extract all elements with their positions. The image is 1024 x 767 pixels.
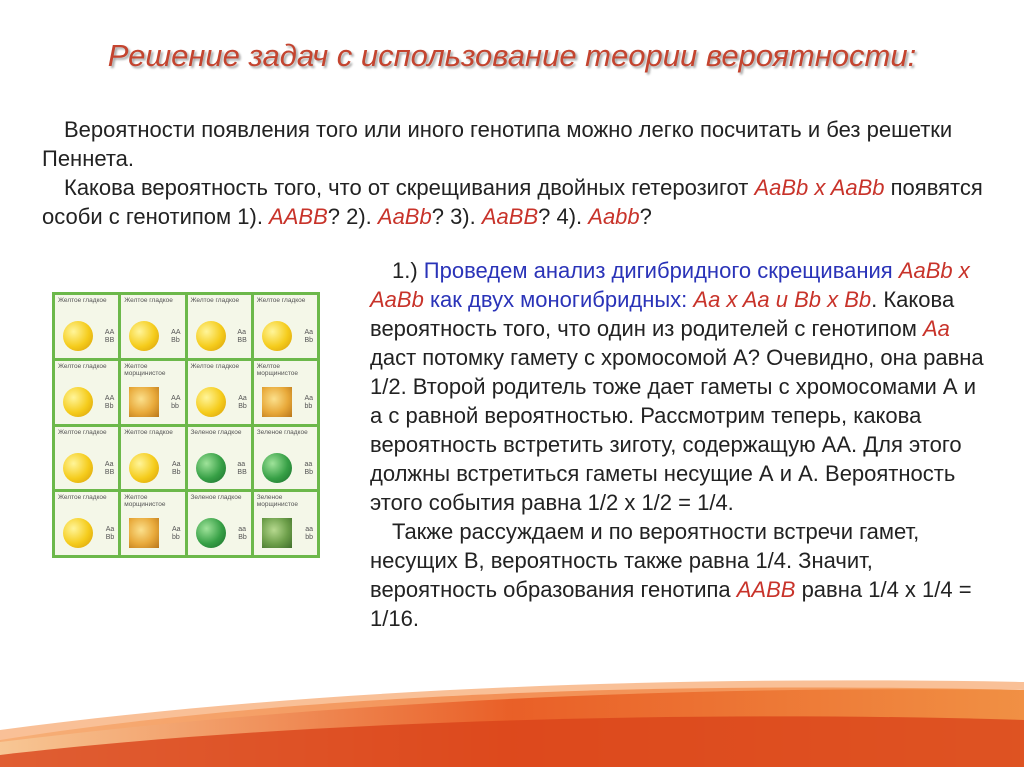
punnett-cell bbox=[254, 492, 317, 555]
intro-p2c: ? 2). bbox=[327, 204, 378, 229]
cell-phenotype-label: Желтое гладкое bbox=[58, 494, 107, 502]
cell-phenotype-label: Желтое морщинистое bbox=[124, 362, 166, 377]
intro-p2e: ? 4). bbox=[538, 204, 589, 229]
cell-phenotype-label: Желтое гладкое bbox=[256, 297, 306, 304]
cell-phenotype-label: Желтое гладкое bbox=[58, 428, 107, 436]
pea-icon bbox=[129, 387, 159, 417]
punnett-square bbox=[52, 292, 320, 558]
pea-icon bbox=[63, 453, 93, 483]
solution-paragraph-1 bbox=[370, 256, 992, 517]
cell-genotype-label: AA Bb bbox=[171, 329, 181, 344]
intro-p2d: ? 3). bbox=[431, 204, 482, 229]
intro-p1: Вероятности появления того или иного генотипа можно легко посчитать и без решетки Пеннета. bbox=[42, 117, 953, 171]
cell-genotype-label: Aa Bb bbox=[105, 526, 115, 542]
cell-genotype-label: aa BB bbox=[237, 460, 247, 476]
punnett-cell bbox=[55, 492, 118, 555]
cell-phenotype-label: Зеленое морщинистое bbox=[256, 494, 299, 509]
punnett-cell bbox=[55, 361, 118, 424]
cell-genotype-label: aa bb bbox=[305, 526, 313, 542]
cell-genotype-label: AA Bb bbox=[104, 394, 115, 410]
punnett-cell bbox=[188, 295, 251, 358]
slide-title: Решение задач с использование теории вероятности: bbox=[107, 38, 917, 73]
cell-genotype-label: aa Bb bbox=[304, 460, 313, 476]
punnett-cell bbox=[188, 427, 251, 490]
pea-icon bbox=[196, 518, 226, 548]
pea-icon bbox=[129, 321, 159, 351]
pea-icon bbox=[262, 453, 292, 483]
punnett-cell bbox=[121, 492, 184, 555]
solution-cross: AaBb x AaBb bbox=[370, 258, 970, 312]
cell-phenotype-label: Зеленое гладкое bbox=[190, 428, 242, 436]
pea-icon bbox=[196, 321, 226, 351]
solution-number: 1.) bbox=[392, 258, 424, 283]
pea-icon bbox=[196, 453, 226, 483]
cell-genotype-label: Aa BB bbox=[104, 460, 115, 476]
cell-genotype-label: Aa BB bbox=[237, 329, 247, 344]
solution-and: и bbox=[769, 287, 795, 312]
cross-formula: AaBb x AaBb bbox=[754, 175, 885, 200]
solution-t1: . Какова вероятность того, что один из родителей с генотипом bbox=[370, 287, 955, 341]
cell-phenotype-label: Желтое гладкое bbox=[190, 362, 240, 370]
pea-icon bbox=[63, 518, 93, 548]
solution-t4: равна 1/4 х 1/4 = 1/16. bbox=[370, 577, 972, 631]
punnett-cell bbox=[55, 427, 118, 490]
intro-p2b: появятся особи с генотипом 1). bbox=[42, 175, 983, 229]
intro-paragraph-2 bbox=[42, 173, 992, 231]
cell-phenotype-label: Желтое гладкое bbox=[58, 297, 107, 304]
punnett-cell bbox=[254, 427, 317, 490]
intro-text bbox=[42, 115, 992, 231]
pea-icon bbox=[262, 518, 292, 548]
cell-phenotype-label: Желтое гладкое bbox=[58, 362, 107, 370]
pea-icon bbox=[129, 518, 159, 548]
decorative-swoosh bbox=[0, 660, 1024, 767]
pea-icon bbox=[63, 321, 93, 351]
punnett-cell bbox=[121, 295, 184, 358]
punnett-cell bbox=[188, 361, 251, 424]
genotype-2: AaBb bbox=[377, 204, 432, 229]
punnett-cell bbox=[254, 361, 317, 424]
mono-cross-1: Aa x Aa bbox=[693, 287, 770, 312]
cell-phenotype-label: Желтое гладкое bbox=[124, 297, 173, 304]
cell-genotype-label: Aa Bb bbox=[238, 394, 247, 410]
solution-text bbox=[370, 256, 992, 633]
genotype-1: AABB bbox=[269, 204, 328, 229]
punnett-cell bbox=[254, 295, 317, 358]
cell-phenotype-label: Зеленое гладкое bbox=[190, 494, 242, 502]
cell-genotype-label: AA BB bbox=[104, 329, 115, 344]
punnett-cell bbox=[121, 361, 184, 424]
pea-icon bbox=[196, 387, 226, 417]
intro-paragraph-1 bbox=[42, 115, 992, 173]
punnett-cell bbox=[188, 492, 251, 555]
genotype-aa: Aa bbox=[922, 316, 950, 341]
intro-p2a: Какова вероятность того, что от скрещивания двойных гетерозигот bbox=[64, 175, 755, 200]
solution-blue-1: Проведем анализ дигибридного скрещивания bbox=[423, 258, 893, 283]
solution-t3: Также рассуждаем и по вероятности встречи гамет, несущих В, вероятность также равна 1/4. Значит, вероятность образования генотипа bbox=[370, 519, 920, 602]
genotype-aabb: AABB bbox=[736, 577, 796, 602]
cell-genotype-label: Aa Bb bbox=[304, 329, 313, 344]
solution-paragraph-2 bbox=[370, 517, 992, 633]
genotype-3: AaBB bbox=[481, 204, 539, 229]
punnett-cell bbox=[121, 427, 184, 490]
pea-icon bbox=[262, 387, 292, 417]
pea-icon bbox=[262, 321, 292, 351]
genotype-4: Aabb bbox=[588, 204, 640, 229]
cell-phenotype-label: Зеленое гладкое bbox=[256, 428, 308, 436]
cell-genotype-label: aa Bb bbox=[238, 526, 247, 542]
cell-phenotype-label: Желтое морщинистое bbox=[124, 494, 166, 509]
cell-phenotype-label: Желтое морщинистое bbox=[256, 362, 299, 377]
cell-phenotype-label: Желтое гладкое bbox=[124, 428, 173, 436]
mono-cross-2: Bb x Bb bbox=[794, 287, 872, 312]
cell-genotype-label: Aa bb bbox=[304, 394, 313, 410]
pea-icon bbox=[63, 387, 93, 417]
cell-genotype-label: AA bb bbox=[171, 394, 181, 410]
cell-phenotype-label: Желтое гладкое bbox=[190, 297, 240, 304]
pea-icon bbox=[129, 453, 159, 483]
cell-genotype-label: Aa Bb bbox=[171, 460, 181, 476]
cell-genotype-label: Aa bb bbox=[171, 526, 181, 542]
intro-p2f: ? bbox=[639, 204, 652, 229]
solution-blue-2: как двух моногибридных: bbox=[423, 287, 694, 312]
punnett-cell bbox=[55, 295, 118, 358]
solution-t2: даст потомку гамету с хромосомой А? Очевидно, она равна 1/2. Второй родитель тоже дает гаметы с хромосомами А и а с равной вероятностью. Рассмотрим теперь, какова вероятность встретить зиготу, содержащую АА. Для этого должны встретиться гаметы несущие А и А. Вероятность этого события равна 1/2 х 1/2 = 1/4. bbox=[370, 345, 984, 515]
